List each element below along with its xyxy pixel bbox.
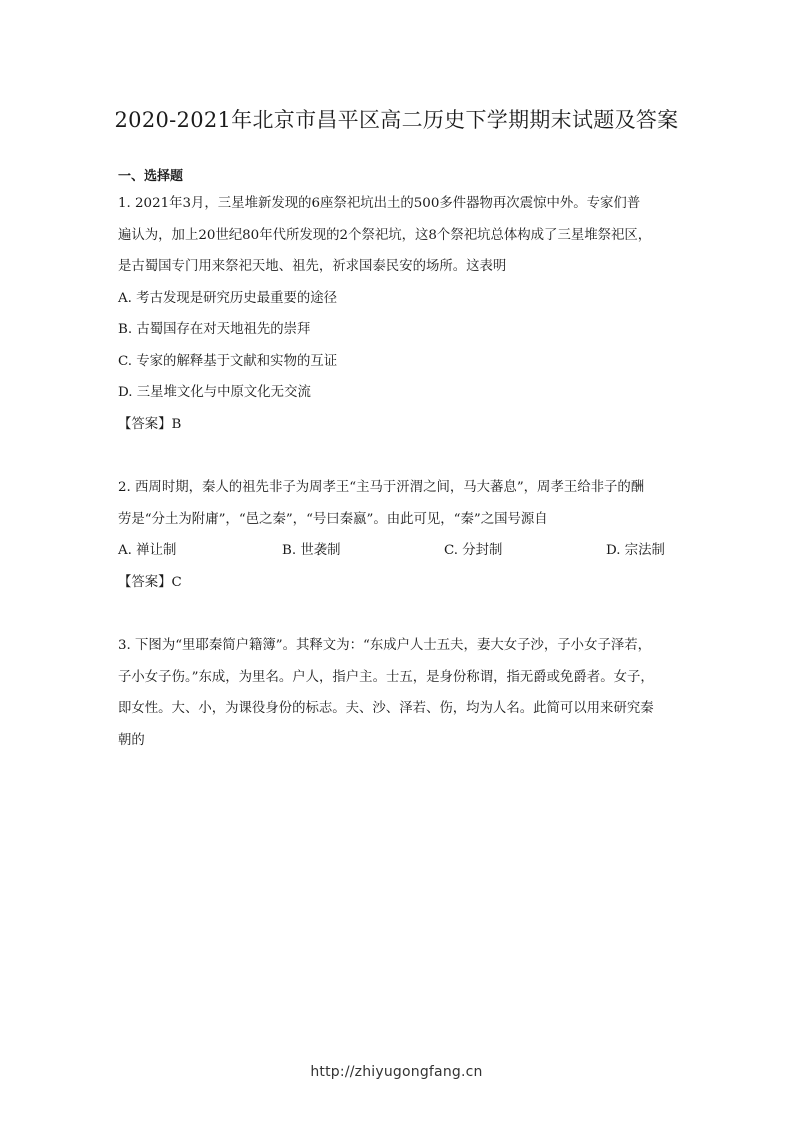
question-text-line: 1. 2021年3月，三星堆新发现的6座祭祀坑出土的500多件器物再次震惊中外。专家们普 [118,196,641,211]
option-c: C. 专家的解释基于文献和实物的互证 [118,353,338,369]
page-title: 2020-2021年北京市昌平区高二历史下学期期末试题及答案 [114,108,679,132]
option-b: B. 世袭制 [282,543,341,558]
answer-line: 【答案】C [118,574,182,590]
section-heading: 一、选择题 [118,169,184,184]
question-2 [118,472,678,598]
document-body [118,166,678,756]
options-row [118,535,678,567]
option-a: A. 考古发现是研究历史最重要的途径 [118,290,338,306]
option-d: D. 宗法制 [606,543,665,558]
spacer [118,440,678,472]
question-3 [118,630,678,756]
question-text-line: 子小女子伤。”东成，为里名。户人，指户主。士五，是身份称谓，指无爵或免爵者。女子， [118,669,654,685]
option-d: D. 三星堆文化与中原文化无交流 [118,385,311,400]
question-text-line: 遍认为，加上20世纪80年代所发现的2个祭祀坑，这8个祭祀坑总体构成了三星堆祭祀区， [118,227,652,243]
question-text-line: 2. 西周时期，秦人的祖先非子为周孝王“主马于汧渭之间，马大蕃息”，周孝王给非子的酬 [118,480,645,495]
question-text-line: 劳是“分土为附庸”，“邑之秦”，“号曰秦嬴”。由此可见，“秦”之国号源自 [118,511,548,527]
spacer [118,598,678,630]
question-text-line: 是古蜀国专门用来祭祀天地、祖先，祈求国泰民安的场所。这表明 [118,259,507,274]
option-b: B. 古蜀国存在对天地祖先的崇拜 [118,322,311,337]
question-text-line: 即女性。大、小，为课役身份的标志。夫、沙、泽若、伤，均为人名。此简可以用来研究秦 [118,701,654,716]
answer-line: 【答案】B [118,416,182,432]
question-text-line: 朝的 [118,732,145,748]
question-text-line: 3. 下图为“里耶秦简户籍簿”。其释文为：“东成户人士五夫，妻大女子沙，子小女子泽若， [118,638,652,653]
option-a: A. 禅让制 [118,543,177,558]
footer-url: http://zhiyugongfang.cn [310,1064,483,1080]
option-c: C. 分封制 [444,543,503,558]
question-1 [118,188,678,440]
